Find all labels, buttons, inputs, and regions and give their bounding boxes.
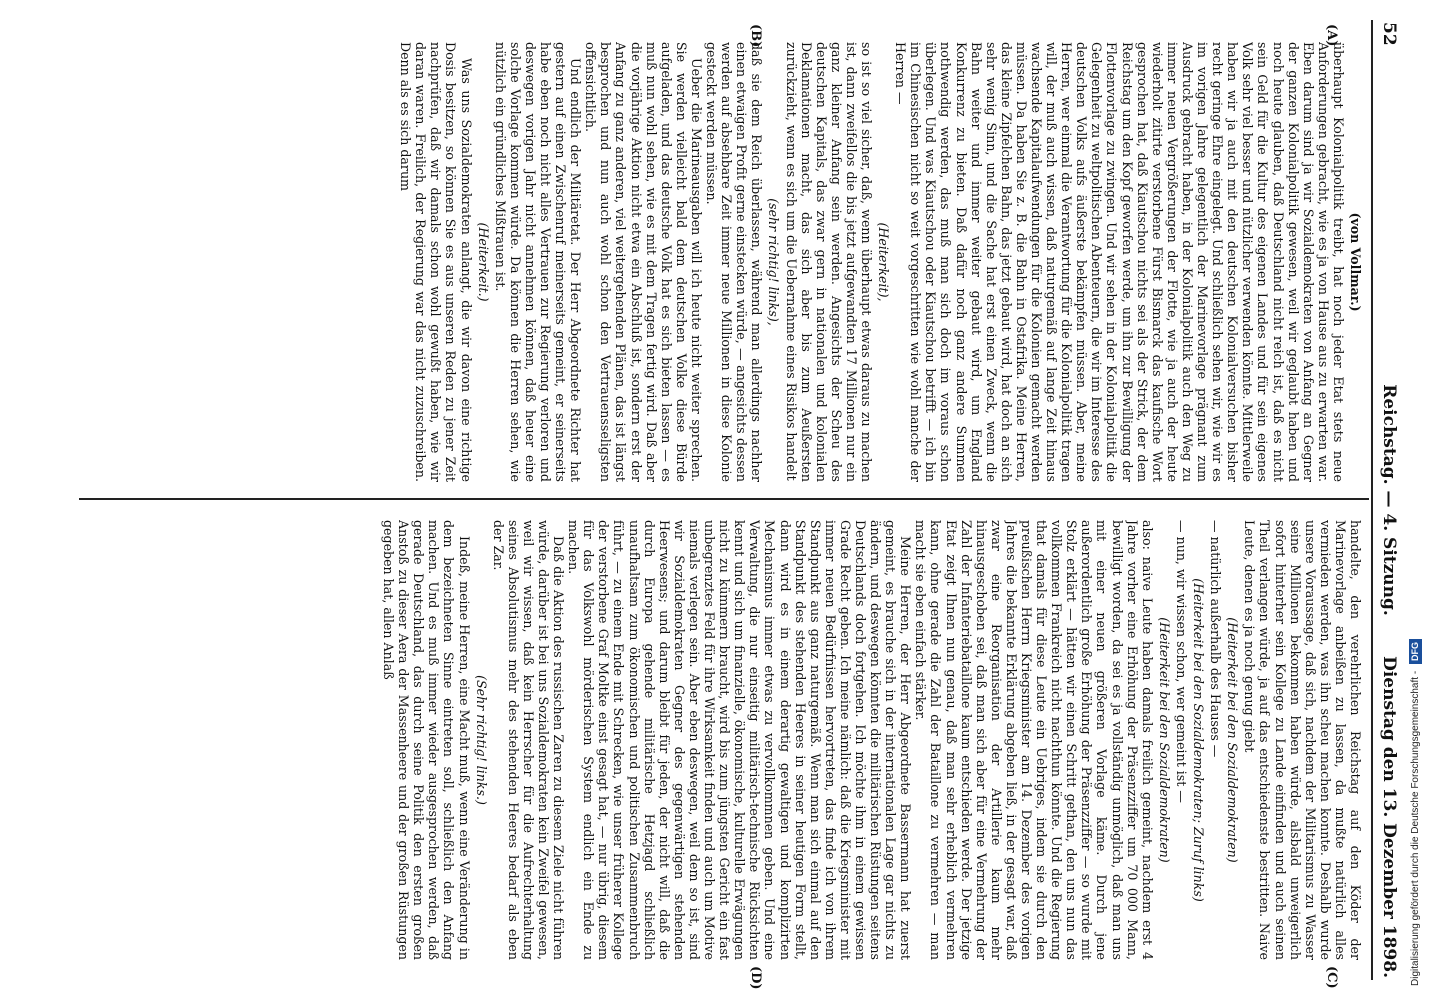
margin-marker-a: (A) <box>1324 24 1339 47</box>
interjection: (Heiterkeit.) <box>475 222 491 302</box>
paragraph: Daß die Aktion des russischen Zaren zu diesem Ziele nicht führen würde, darüber ist bei uns Sozialdemokraten kein Zweifel gewesen, weil wir wissen, daß kein Herrscher für die Aufrechterhaltung seines Absolutismus mehr des stehenden Heeres bedarf als eben der Zar. <box>490 520 567 960</box>
footer-strip <box>1402 0 1430 1000</box>
funding-text: Digitalisierung gefördert durch die Deutsche Forschungsgemeinschaft - <box>1410 670 1421 986</box>
reichstag-page <box>58 20 1403 990</box>
paragraph: Ueber die Marineausgaben will ich heute nicht weiter sprechen. Sie werden vielleicht bald dem deutschen Volke diese Bürde aufgeladen, und das deutsche Volk hat es sich bieten lassen — es muß nun wohl sehen, wie es mit dem Tragen fertig wird. Daß aber die vorjährige Aktion nicht etwa ein Abschluß ist, sondern erst der Anfang zu ganz anderen, viel weitergehenden Plänen, das ist längst besprochen und nun auch wohl schon den Vertrauensseligsten offensichtlich. <box>583 42 704 482</box>
page-title: Reichstag. — 4. Sitzung. <box>1379 384 1399 616</box>
paragraph: handelte, den verehrlichen Reichstag auf den Köder der Marinevorlage anbeißen zu lassen, da mußte natürlich alles vermieden werden, was ihn scheu machen konnte. Deshalb wurde unsere Voraussage, daß sich, nachdem der Militarismus zu Wasser seine Millionen bekommen haben würde, alsbald unweigerlich sofort hinterher sein Kollege zu Lande einfinden und auch seinen Theil verlangen würde, ja auf das entschiedenste bestritten. Naive Leute, denen es ja noch genug giebt <box>1242 520 1363 960</box>
session-date: Dienstag den 13. Dezember 1898. <box>1379 656 1399 978</box>
column-divider <box>79 498 1369 500</box>
margin-marker-b: (B) <box>748 24 763 48</box>
funding-notice <box>1402 0 1430 1000</box>
paragraph: — natürlich außerhalb des Hauses — <box>1208 520 1224 758</box>
paragraph: Meine Herren, der Herr Abgeordnete Bassermann hat zuerst gemeint, es brauche sich in der internationalen Lage gar nichts zu ändern, und deswegen könnten die militärischen Rüstungen seitens Deutschlands doch fortgehen. Ich möchte ihm in einem gewissen Grade Recht geben. Ich meine nämlich: daß die Kriegsminister mit immer neuen Bedürfnissen hervortreten, das finde ich von ihrem Standpunkt aus ganz naturgemäß. Wenn man sich einmal auf den Standpunkt des stehenden Heeres in seiner heutigen Form stellt, dann wird es in einem derartig gewaltigen und komplizirten Mechanismus immer etwas zu vervollkommnen geben. Und eine Verwaltung, die nur einseitig militärisch-technische Rücksichten kennt und sich um finanzielle, ökonomische, kulturelle Erwägungen nicht zu kümmern braucht, wird bis zum jüngsten Gericht ein fast unbegrenztes Feld für ihre Wirksamkeit finden und auch um Motive niemals verlegen sein. Aber eben deswegen, weil dem so ist, sind wir Sozialdemokraten Gegner des gegenwärtigen stehenden Heerwesens; und darum bleibt für jeden, der nicht will, daß die durch Europa gehende militärische Hetzjagd schließlich unaufhaltsam zum ökonomischen und politischen Zusammenbruch führt, — zu einem Ende mit Schrecken, wie unser früherer Kollege der verstorbene Graf Moltke einst gesagt hat, — nur übrig, diesem für das Volkswohl mörderischen System endlich ein Ende zu machen. <box>566 520 914 960</box>
paragraph: Und endlich der Militäretat. Der Herr Abgeordnete Richter hat gestern auf einen Zwischenruf meinerseits gemeint, er seinerseits habe eben noch nicht alles Vertrauen zur Regierung verloren und deswegen vorigen Jahr nicht annehmen können, daß heuer eine solche Vorlage kommen würde. Da können die Herren sehen, wie nützlich ein gründliches Mißtrauen ist. <box>492 42 584 482</box>
speaker-name: (von Vollmar.) <box>1348 212 1363 312</box>
paragraph: also: naive Leute haben damals freilich gemeint, nachdem erst 4 Jahre vorher eine Erhöhung der Präsenzziffer um 70 000 Mann, bewilligt worden, da sei es ja vollständig unmöglich, daß man uns mit einer neuen größeren Vorlage käme. Durch jene außerordentlich große Erhöhung der Präsenzziffer — so wurde mit Stolz erklärt — hätten wir einen Schritt gethan, den uns nun das vollkommen Frankreich nicht nachthun könnte. Und die Regierung that damals für diese Leute ein Uebriges, indem sie durch den preußischen Herrn Kriegsminister am 14. Dezember des vorigen Jahres die bekannte Erklärung abgeben ließ, in der gesagt war, daß zwar eine Reorganisation der Artillerie kaum mehr hinausgeschoben sei, daß man sich aber für eine Vermehrung der Zahl der Infanteriebataillone kaum entschieden werde. Der jetzige Etat zeigt Ihnen nun genau, daß man sehr erheblich vermehren kann, ohne gerade die Zahl der Bataillone zu vermehren — man macht sie eben einfach stärker. <box>913 520 1155 960</box>
margin-marker-c: (C) <box>1324 966 1339 989</box>
right-column <box>73 520 1363 960</box>
paragraph: überhaupt Kolonialpolitik treibt, hat noch jeder Etat stets neue Anforderungen gebracht, wie es ja von Hause aus zu erwarten war. Eben darum sind ja wir Sozialdemokraten von Anfang an Gegner der ganzen Kolonialpolitik gewesen, weil wir geglaubt haben und noch heute glauben, daß Deutschland nicht reich ist, daß es nicht sein Geld für die Kultur des eigenen Landes und für sein eigenes Volk sehr viel besser und nützlicher verwenden könnte. Mittlerweile haben wir ja auch mit den deutschen Kolonialversuchen bisher recht geringe Ehre eingelegt. Und schließlich sehen wir, wie wir es im vorigen Jahre gelegentlich der Marinevorlage prägnant zum Ausdruck gebracht haben, in der Kolonialpolitik auch den Weg zu immer neuen Vergrößerungen der Flotte, wie ja auch der heute wiederholt zitirte verstorbene Fürst Bismarck das kaufische Wort gesprochen hat, daß Kiautschou nichts sei als der Strick, der dem Reichstag um den Kopf geworfen werde, um ihn zur Bewilligung der Flottenvorlage zu zwingen. Und wir sehen in der Kolonialpolitik die Gelegenheit zu weltpolitischen Abenteuern, die wir im Interesse des deutschen Volks aufs äußerste bekämpfen müssen. Aber, meine Herren, wer einmal die Verantwortung für die Kolonialpolitik tragen will, der muß auch wissen, daß naturgemäß auf lange Zeit hinaus wachsende Kapitalaufwendungen für die Kolonien gemacht werden müssen. Da haben Sie z. B. die Bahn in Ostafrika. Meine Herren, das kleine Zipfelchen Bahn, das jetzt gebaut wird, hat doch an sich sehr wenig Sinn, und die Sache hat erst einen Zweck, wenn die Bahn weiter und immer weiter gebaut wird, um England Konkurrenz zu bieten. Daß dafür noch ganz andere Summen nothwendig werden, das muß man sich doch im voraus schon überlegen. Und was Kiautschou oder Kiautschou betrifft — ich bin im Chinesischen nicht so weit vorgeschritten wie wohl manche der Herren — <box>893 42 1346 482</box>
interjection: (Heiterkeit bei den Sozialdemokraten) <box>1225 617 1241 863</box>
interjection: (Sehr richtig! links.) <box>473 675 489 805</box>
paragraph: — nun, wir wissen schon, wer gemeint ist — <box>1173 520 1189 803</box>
interjection: (Heiterkeit bei den Sozialdemokraten; Zuruf links) <box>1191 578 1207 902</box>
page-number: 52 <box>1379 22 1399 46</box>
paragraph: Indeß, meine Herren, eine Macht muß, wenn eine Veränderung in dem bezeichneten Sinne eintreten soll, schließlich den Anfang machen. Und es muß immer wieder ausgesprochen werden, daß gerade Deutschland, das durch seine Politik den ersten großen Anstoß zu dieser Aera der Massenheere und der großen Rüstungen gegeben hat, allen Anlaß <box>381 520 472 960</box>
paragraph: so ist so viel sicher, daß, wenn überhaupt etwas daraus zu machen ist, dann zweifellos die bis jetzt aufgewandten 17 Millionen nur ein ganz kleiner Anfang sein werden. Angesichts der Scheu des deutschen Kapitals, das zwar gern in nationalen und kolonialen Deklamationen macht, das sich aber bis zum Aeußersten zurückzieht, wenn es sich um die Uebernahme eines Risikos handelt <box>783 42 874 482</box>
page-header <box>1375 20 1403 980</box>
header-rule <box>1371 20 1373 980</box>
paragraph: Was uns Sozialdemokraten anlangt, die wir davon eine richtige Dosis besitzen, so können Sie es aus unseren Reden zu jener Zeit nachprüfen, daß wir damals schon wohl gewußt haben, wie wir daran waren. Freilich, der Regierung war das nicht zuzuschreiben. Denn als es sich darum <box>398 42 474 482</box>
interjection: (sehr richtig! links), <box>766 198 782 326</box>
paragraph: daß sie dem Reich überlassen, während man allerdings nachher einen etwaigen Profit gerne einstecken würde, — angesichts dessen werden auf absehbare Zeit immer neue Millionen in diese Kolonie gesteckt werden müssen. <box>704 42 765 482</box>
margin-marker-d: (D) <box>748 966 763 990</box>
dfg-logo: DFG <box>1409 639 1422 664</box>
interjection: (Heiterkeit bei den Sozialdemokraten) <box>1156 617 1172 863</box>
left-column <box>73 42 1363 482</box>
interjection: (Heiterkeit), <box>876 222 892 302</box>
